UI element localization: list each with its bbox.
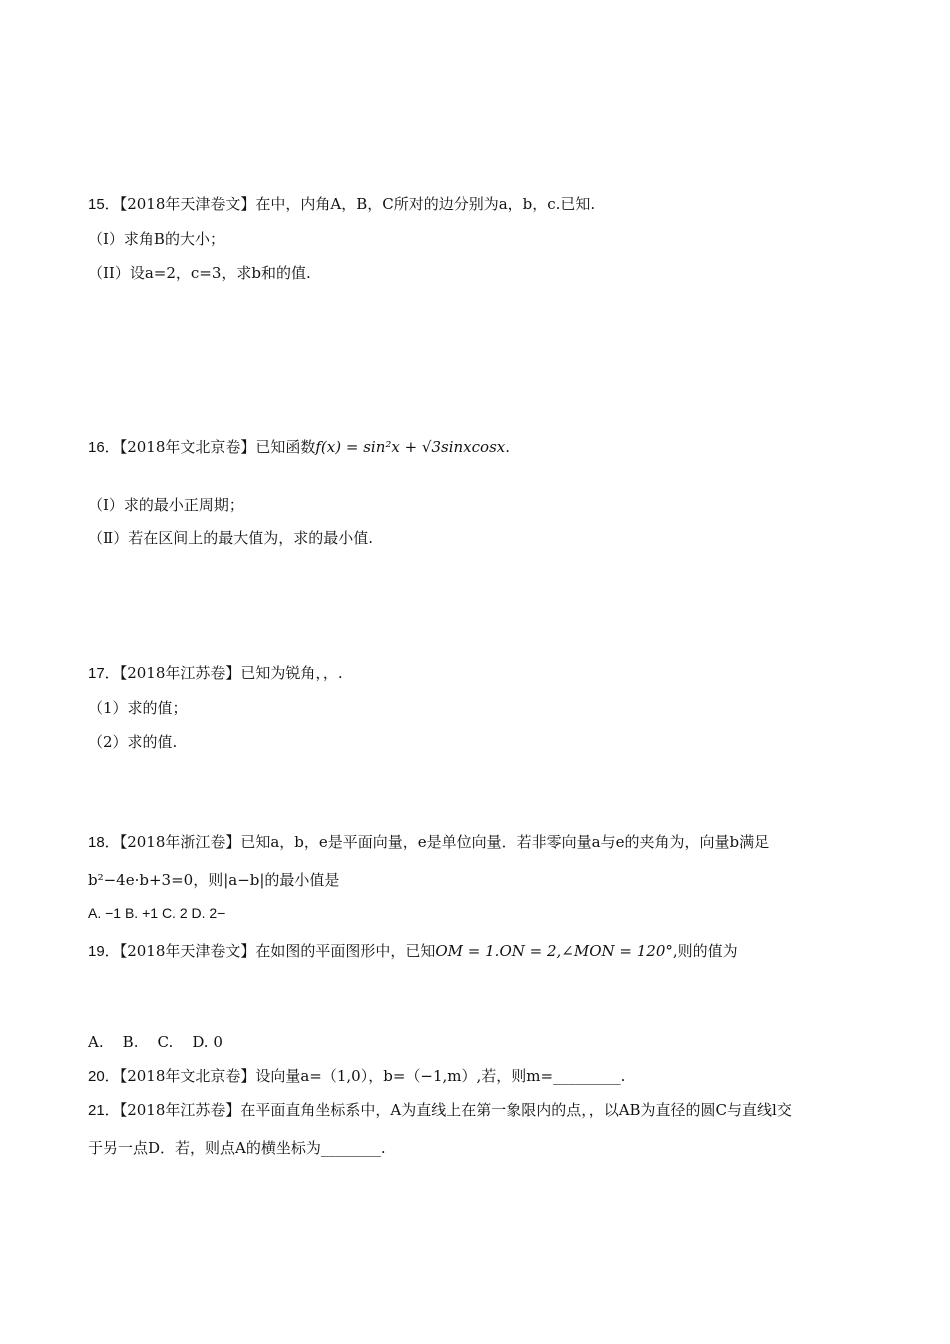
- problem-20-text: 【2018年文北京卷】设向量a=（1,0），b=（−1,m）,若，则m=_________.: [119, 1067, 626, 1085]
- problem-19-number: 19．: [88, 943, 120, 960]
- problem-19-head: 【2018年天津卷文】在如图的平面图形中，已知: [119, 942, 436, 960]
- problem-15-text: 【2018年天津卷文】在中，内角A，B，C所对的边分别为a，b，c.已知.: [119, 195, 596, 213]
- problem-17-number: 17．: [88, 665, 120, 682]
- problem-15-line-1: [88, 194, 595, 215]
- problem-20-line-1: [88, 1066, 625, 1087]
- problem-18-options: A. −1 B. +1 C. 2 D. 2−: [88, 905, 226, 921]
- problem-15-number: 15．: [88, 196, 120, 213]
- problem-21-number: 21．: [88, 1102, 120, 1119]
- problem-18-line-2: b²−4e·b+3=0，则|a−b|的最小值是: [88, 871, 340, 889]
- problem-21-line-2: 于另一点D．若，则点A的横坐标为________.: [88, 1139, 386, 1157]
- problem-17-text: 【2018年江苏卷】已知为锐角，，.: [119, 664, 343, 682]
- problem-16-part-1: （Ⅰ）求的最小正周期；: [88, 496, 244, 514]
- problem-16-tail: .: [505, 438, 511, 456]
- problem-21-line-1: [88, 1100, 792, 1121]
- problem-17-line-1: [88, 663, 343, 684]
- problem-16-number: 16．: [88, 439, 120, 456]
- problem-17-part-1: （1）求的值；: [88, 699, 188, 717]
- problem-19-line-1: [88, 941, 738, 962]
- problem-18-line-1: [88, 832, 769, 853]
- problem-19-formula: OM = 1.ON = 2,∠MON = 120°: [435, 942, 673, 960]
- problem-18-number: 18．: [88, 834, 120, 851]
- problem-15-part-2: （II）设a=2，c=3，求b和的值.: [88, 264, 311, 282]
- problem-15-part-1: （I）求角B的大小；: [88, 230, 225, 248]
- problem-19-options: A. B. C. D. 0: [88, 1033, 223, 1051]
- problem-17-part-2: （2）求的值.: [88, 733, 178, 751]
- problem-16-line-1: [88, 437, 510, 458]
- problem-21-text: 【2018年江苏卷】在平面直角坐标系中，A为直线上在第一象限内的点，，以AB为直径的圆C与直线l交: [119, 1101, 792, 1119]
- problem-19-tail: ,则的值为: [672, 942, 738, 960]
- problem-18-text: 【2018年浙江卷】已知a，b，e是平面向量，e是单位向量．若非零向量a与e的夹角为，向量b满足: [119, 833, 770, 851]
- problem-20-number: 20．: [88, 1068, 120, 1085]
- problem-16-part-2: （Ⅱ）若在区间上的最大值为，求的最小值.: [88, 529, 373, 547]
- problem-16-formula: f(x) = sin²x + √3sinxcosx: [315, 438, 506, 456]
- problem-16-head: 【2018年文北京卷】已知函数: [119, 438, 316, 456]
